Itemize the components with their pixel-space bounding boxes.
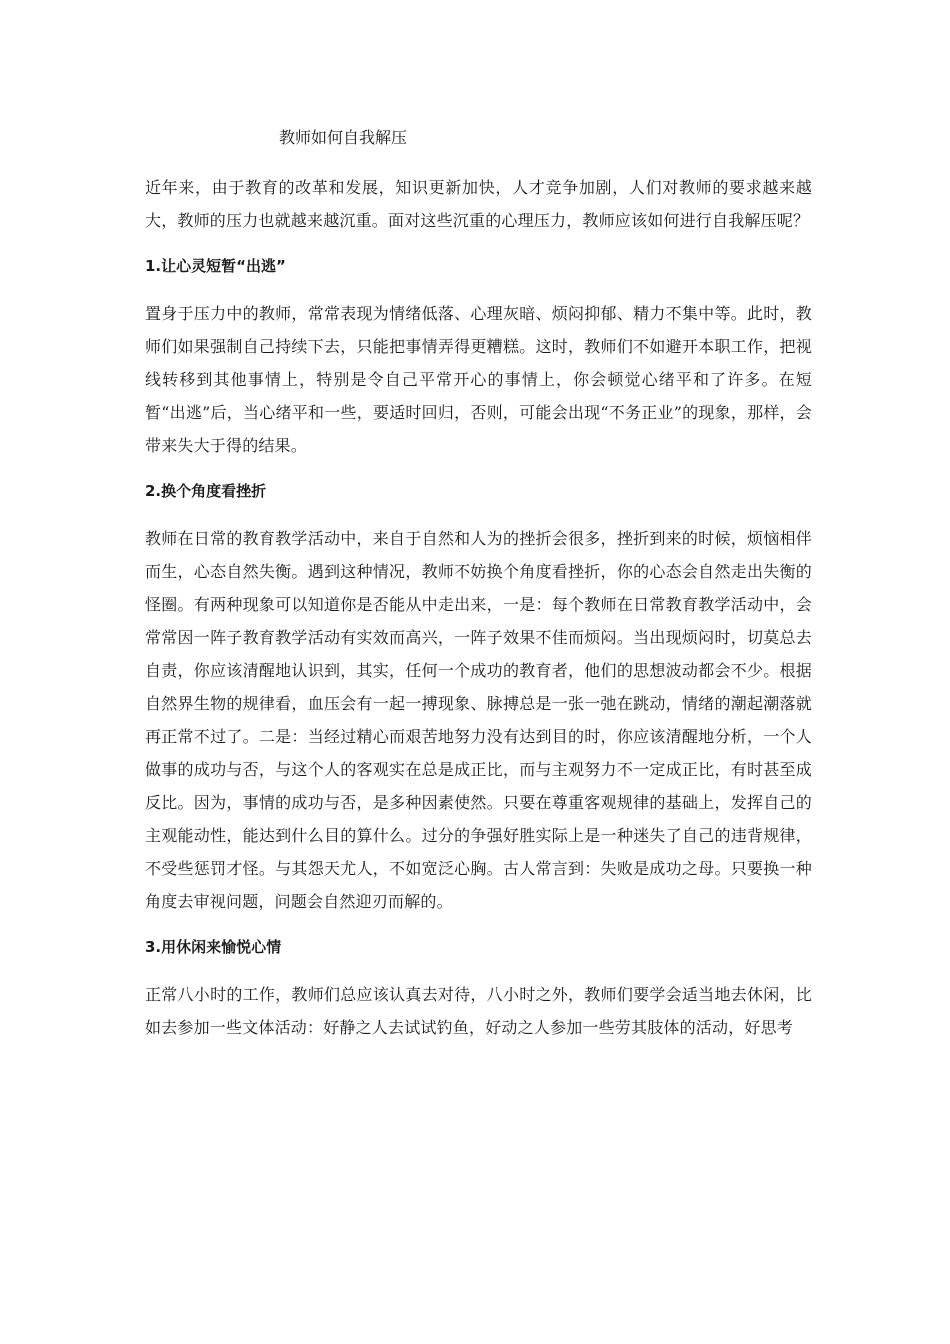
intro-paragraph: 近年来，由于教育的改革和发展，知识更新加快，人才竞争加剧，人们对教师的要求越来越大，教师的压力也就越来越沉重。面对这些沉重的心理压力，教师应该如何进行自我解压呢？ xyxy=(145,178,812,230)
section-2-heading: 2.换个角度看挫折 xyxy=(145,482,267,500)
section-3-paragraph: 正常八小时的工作，教师们总应该认真去对待，八小时之外，教师们要学会适当地去休闲，比如去参加一些文体活动：好静之人去试试钓鱼，好动之人参加一些劳其肢体的活动，好思考 xyxy=(145,985,812,1037)
section-1-paragraph: 置身于压力中的教师，常常表现为情绪低落、心理灰暗、烦闷抑郁、精力不集中等。此时，教师们如果强制自己持续下去，只能把事情弄得更糟糕。这时，教师们不如避开本职工作，把视线转移到其他事情上，特别是令自己平常开心的事情上，你会顿觉心绪平和了许多。在短暂“出逃”后，当心绪平和一些，要适时回归，否则，可能会出现“不务正业”的现象，那样，会带来失大于得的结果。 xyxy=(145,304,812,455)
document-title: 教师如何自我解压 xyxy=(279,128,408,147)
section-1-heading: 1.让心灵短暂“出逃” xyxy=(145,257,286,275)
section-2-paragraph: 教师在日常的教育教学活动中，来自于自然和人为的挫折会很多，挫折到来的时候，烦恼相伴而生，心态自然失衡。遇到这种情况，教师不妨换个角度看挫折，你的心态会自然走出失衡的怪圈。有两种现象可以知道你是否能从中走出来，一是：每个教师在日常教育教学活动中，会常常因一阵子教育教学活动有实效而高兴，一阵子效果不佳而烦闷。当出现烦闷时，切莫总去自责，你应该清醒地认识到，其实，任何一个成功的教育者，他们的思想波动都会不少。根据自然界生物的规律看，血压会有一起一搏现象、脉搏总是一张一弛在跳动，情绪的潮起潮落就再正常不过了。二是：当经过精心而艰苦地努力没有达到目的时，你应该清醒地分析，一个人做事的成功与否，与这个人的客观实在总是成正比，而与主观努力不一定成正比，有时甚至成反比。因为，事情的成功与否，是多种因素使然。只要在尊重客观规律的基础上，发挥自己的主观能动性，能达到什么目的算什么。过分的争强好胜实际上是一种迷失了自己的违背规律，不受些惩罚才怪。与其怨天尤人，不如宽泛心胸。古人常言到：失败是成功之母。只要换一种角度去审视问题，问题会自然迎刃而解的。 xyxy=(145,529,812,911)
spacer xyxy=(145,918,812,931)
section-3-heading: 3.用休闲来愉悦心情 xyxy=(145,938,282,956)
spacer xyxy=(145,462,812,475)
spacer xyxy=(145,237,812,250)
spacer xyxy=(145,964,812,978)
document-body xyxy=(145,171,812,1044)
spacer xyxy=(145,508,812,522)
spacer xyxy=(145,283,812,297)
